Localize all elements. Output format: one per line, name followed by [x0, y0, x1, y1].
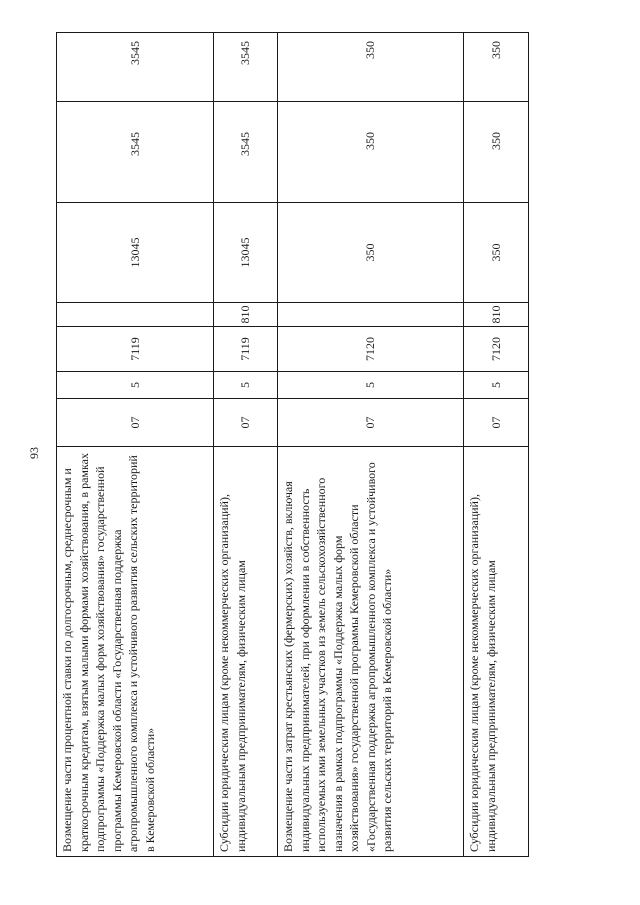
- table-row: [57, 33, 214, 857]
- table-row: [214, 33, 278, 857]
- page-number: 93: [27, 447, 41, 459]
- subsection-cell: 5: [214, 372, 278, 399]
- amount-3-cell: 3545: [214, 33, 278, 102]
- amount-2-cell: 350: [464, 102, 529, 203]
- target-cell: 7119: [214, 327, 278, 372]
- target-cell: 7120: [464, 327, 529, 372]
- amount-2-cell: 3545: [214, 102, 278, 203]
- amount-3-cell: 350: [278, 33, 464, 102]
- description-cell: Субсидии юридическим лицам (кроме некоммерческих организаций), индивидуальным предпринимателям, физическим лицам: [464, 447, 529, 857]
- section-cell: 07: [57, 399, 214, 447]
- budget-table: [56, 32, 529, 857]
- table-row: [464, 33, 529, 857]
- section-cell: 07: [278, 399, 464, 447]
- amount-1-cell: 350: [464, 203, 529, 303]
- amount-2-cell: 350: [278, 102, 464, 203]
- description-cell: Субсидии юридическим лицам (кроме некоммерческих организаций), индивидуальным предпринимателям, физическим лицам: [214, 447, 278, 857]
- budget-table-rotated: [56, 33, 528, 857]
- subsection-cell: 5: [464, 372, 529, 399]
- subsection-cell: 5: [57, 372, 214, 399]
- expense-type-cell: 810: [214, 303, 278, 327]
- section-cell: 07: [464, 399, 529, 447]
- amount-1-cell: 13045: [214, 203, 278, 303]
- expense-type-cell: [278, 303, 464, 327]
- target-cell: 7119: [57, 327, 214, 372]
- subsection-cell: 5: [278, 372, 464, 399]
- amount-1-cell: 350: [278, 203, 464, 303]
- amount-2-cell: 3545: [57, 102, 214, 203]
- table-row: [278, 33, 464, 857]
- amount-3-cell: 3545: [57, 33, 214, 102]
- section-cell: 07: [214, 399, 278, 447]
- amount-3-cell: 350: [464, 33, 529, 102]
- expense-type-cell: [57, 303, 214, 327]
- description-cell: Возмещение части процентной ставки по долгосрочным, среднесрочным и краткосрочным кредитам, взятым малыми формами хозяйствования, в рамках подпрограммы «Поддержка малых форм хозяйствования» государственной программы Кемеровской области «Государственная поддержка агропромышленного комплекса и устойчивого развития сельских территорий в Кемеровской области»: [57, 447, 214, 857]
- amount-1-cell: 13045: [57, 203, 214, 303]
- target-cell: 7120: [278, 327, 464, 372]
- description-cell: Возмещение части затрат крестьянских (фермерских) хозяйств, включая индивидуальных предпринимателей, при оформлении в собственность используемых ими земельных участков из земель сельскохозяйственного назначения в рамках подпрограммы «Поддержка малых форм хозяйствования» государственной программы Кемеровской области «Государственная поддержка агропромышленного комплекса и устойчивого развития сельских территорий в Кемеровской области»: [278, 447, 464, 857]
- expense-type-cell: 810: [464, 303, 529, 327]
